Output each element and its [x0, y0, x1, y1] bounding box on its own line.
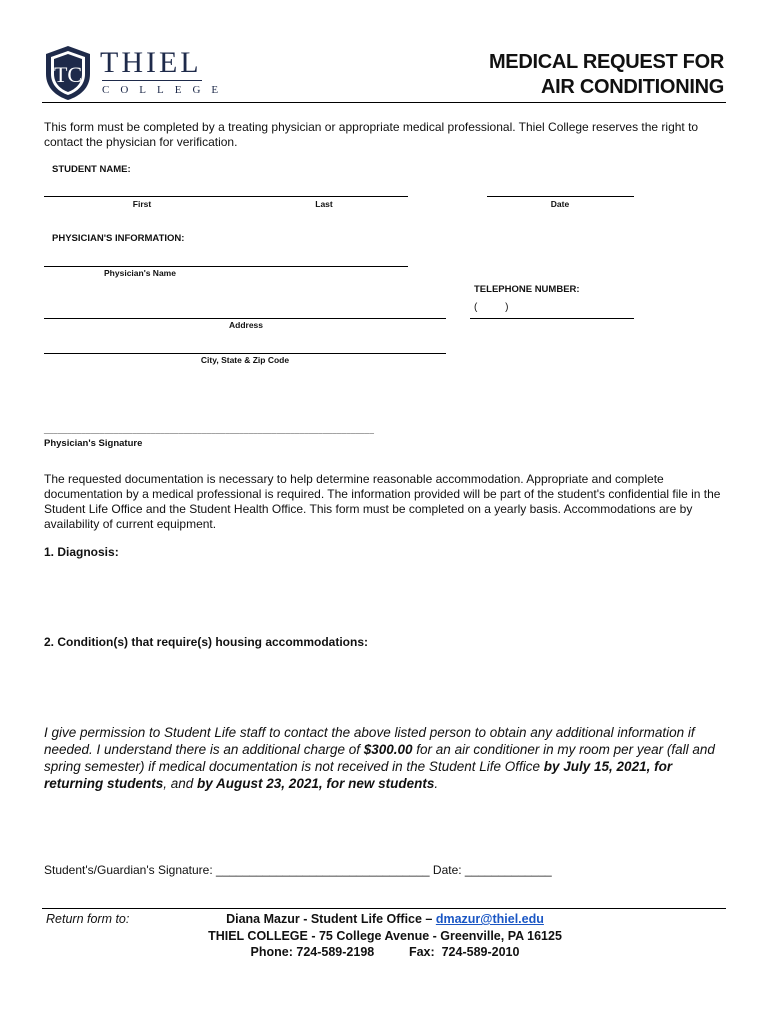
student-date-line[interactable] — [487, 196, 634, 197]
physician-name-caption: Physician's Name — [104, 268, 176, 278]
diagnosis-answer-area[interactable] — [44, 565, 724, 625]
permission-text-2: for an air conditioner in my room per year (fall and spring semester) if medical documentation is not received in the Student Life Office — [44, 742, 715, 774]
physician-signature-line[interactable]: _______________________________________________________________________ — [44, 425, 375, 434]
student-name-line[interactable] — [44, 196, 408, 197]
physician-signature-caption: Physician's Signature — [44, 438, 143, 449]
logo-divider — [102, 80, 202, 81]
intro-text: This form must be completed by a treating physician or appropriate medical professional. Thiel College reserves the right to contact the physician for verification. — [44, 120, 699, 149]
contact-line — [160, 912, 610, 926]
address-caption: Address — [228, 320, 263, 330]
new-students-deadline: by August 23, 2021, for new students — [197, 776, 435, 791]
telephone-parens: ( ) — [474, 302, 509, 313]
physician-info-heading: PHYSICIAN'S INFORMATION: — [52, 233, 185, 244]
footer-rule — [42, 908, 726, 909]
form-title — [364, 50, 724, 100]
last-name-caption: Last — [315, 199, 333, 209]
shield-crest-icon — [42, 44, 94, 102]
header-rule — [42, 102, 726, 103]
permission-text-3: , and — [163, 776, 198, 791]
college-logo — [42, 44, 230, 102]
address-line[interactable] — [44, 318, 446, 319]
telephone-heading: TELEPHONE NUMBER: — [474, 284, 580, 295]
permission-statement — [44, 724, 734, 792]
telephone-line[interactable] — [470, 318, 634, 319]
diagnosis-question: 1. Diagnosis: — [44, 545, 119, 559]
permission-text-4: . — [434, 776, 439, 791]
permission-text-1: I give permission to Student Life staff to contact the above listed person to obtain any additional information if needed. I understand there is an additional charge of — [44, 725, 695, 757]
charge-amount: $300.00 — [363, 742, 413, 757]
physician-name-line[interactable] — [44, 266, 408, 267]
documentation-paragraph: The requested documentation is necessary to help determine reasonable accommodation. Appropriate and complete documentation by a medical professional is required. The information provided will be part of the student's confidential file in the Student Life Office and the Student Health Office. This form must be completed on a yearly basis. Accommodations are by availability of current equipment. — [44, 472, 721, 531]
first-name-caption: First — [132, 199, 152, 209]
logo-subtitle: COLLEGE — [102, 84, 230, 96]
city-line[interactable] — [44, 353, 446, 354]
conditions-answer-area[interactable] — [44, 655, 724, 715]
returning-deadline: by July 15, 2021, for returning students — [44, 759, 673, 791]
svg-text:TC: TC — [53, 62, 83, 87]
student-name-heading: STUDENT NAME: — [52, 164, 131, 175]
city-caption: City, State & Zip Code — [200, 355, 290, 365]
contact-prefix: Diana Mazur - Student Life Office – — [226, 912, 436, 926]
title-line-1: MEDICAL REQUEST FOR — [488, 51, 724, 73]
logo-name: THIEL — [100, 46, 202, 79]
contact-email-link[interactable]: dmazur@thiel.edu — [435, 912, 544, 926]
guardian-signature-row[interactable]: Student's/Guardian's Signature: ________________________________ Date: _____________ — [44, 863, 552, 877]
conditions-question: 2. Condition(s) that require(s) housing accommodations: — [44, 635, 369, 649]
return-label: Return form to: — [46, 912, 130, 926]
title-line-2: AIR CONDITIONING — [541, 76, 724, 98]
phone-fax-line: Phone: 724-589-2198 Fax: 724-589-2010 — [250, 945, 520, 959]
date-caption: Date — [550, 199, 570, 209]
address-line-footer: THIEL COLLEGE - 75 College Avenue - Greenville, PA 16125 — [208, 929, 562, 943]
